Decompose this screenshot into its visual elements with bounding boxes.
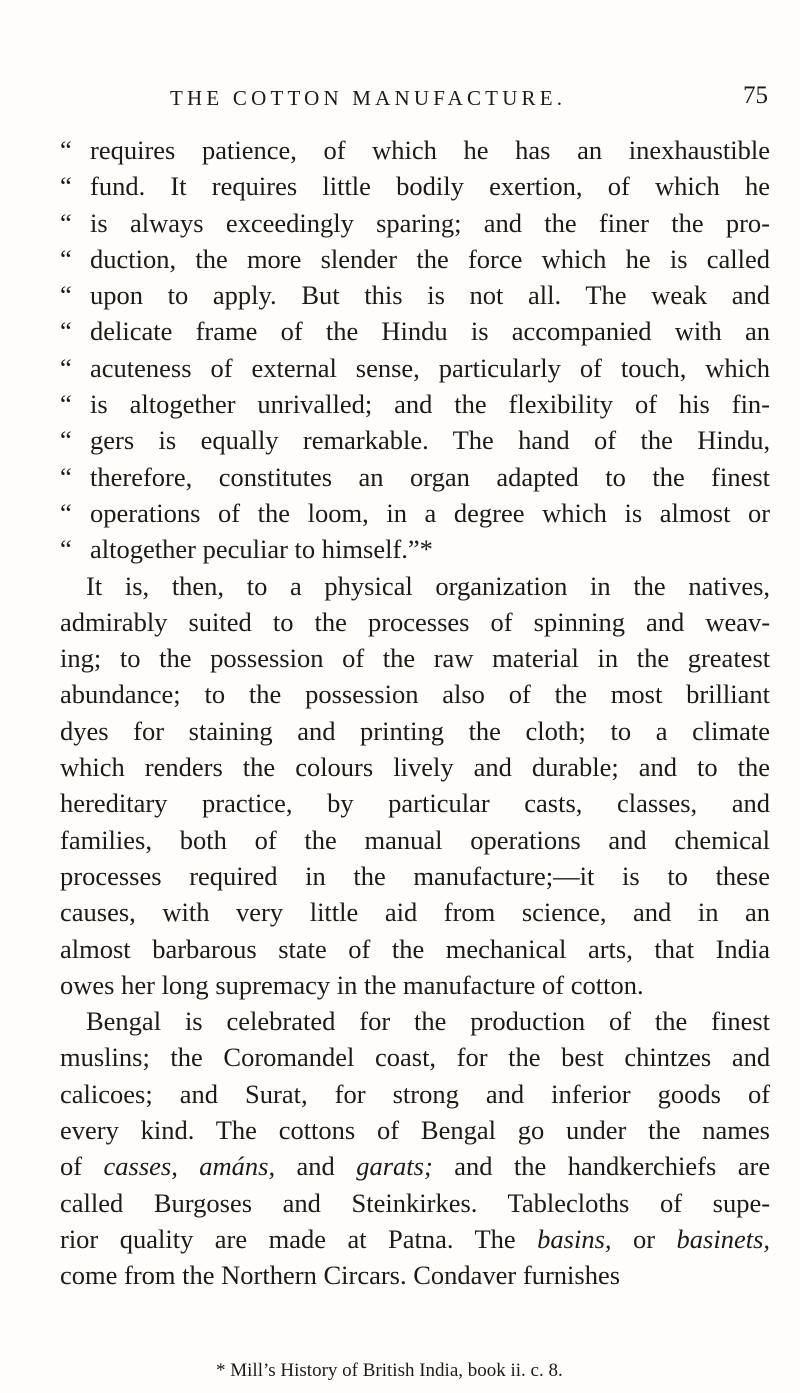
text-line: It is, then, to a physical organization in the natives, <box>86 570 771 601</box>
running-title: THE COTTON MANUFACTURE. <box>170 86 567 110</box>
text-line: of casses, amáns, and garats; and the handkerchiefs are <box>60 1151 771 1182</box>
text-line: calicoes; and Surat, for strong and inferior goods of <box>60 1078 771 1109</box>
text-line: “ gers is equally remarkable. The hand of the Hindu, <box>60 425 771 456</box>
text-line: “ operations of the loom, in a degree which is almost or <box>60 497 771 528</box>
footnote: * Mill’s History of British India, book ii. c. 8. <box>216 1360 563 1381</box>
text-line: called Burgoses and Steinkirkes. Tablecloths of supe- <box>60 1187 771 1218</box>
text-line: “ delicate frame of the Hindu is accompanied with an <box>60 316 771 347</box>
text-line: rior quality are made at Patna. The basins, or basinets, <box>60 1223 771 1254</box>
text-line: families, both of the manual operations and chemical <box>60 824 771 855</box>
text-line: abundance; to the possession also of the most brilliant <box>60 679 771 710</box>
text-line: owes her long supremacy in the manufacture of cotton. <box>60 969 644 1000</box>
text-line: “ fund. It requires little bodily exertion, of which he <box>60 171 770 202</box>
text-line: hereditary practice, by particular casts, classes, and <box>60 788 771 819</box>
text-line: causes, with very little aid from science, and in an <box>60 897 771 928</box>
quoted-paragraph <box>60 132 770 568</box>
page-header <box>170 82 768 126</box>
text-line: “ is altogether unrivalled; and the flexibility of his fin- <box>60 389 771 420</box>
text-line: “ is always exceedingly sparing; and the finer the pro- <box>60 207 771 238</box>
text-line: “ acuteness of external sense, particularly of touch, which <box>60 352 771 383</box>
text-line: muslins; the Coromandel coast, for the best chintzes and <box>60 1042 771 1073</box>
text-line: every kind. The cottons of Bengal go under the names <box>60 1115 770 1146</box>
text-line: which renders the colours lively and durable; and to the <box>60 752 771 783</box>
text-line: “ upon to apply. But this is not all. The weak and <box>60 280 771 311</box>
text-line: come from the Northern Circars. Condaver furnishes <box>60 1260 621 1291</box>
text-line: “ altogether peculiar to himself.”* <box>60 534 433 565</box>
paragraph <box>60 1003 770 1293</box>
text-line: almost barbarous state of the mechanical arts, that India <box>60 933 771 964</box>
page-number: 75 <box>743 82 768 109</box>
text-line: admirably suited to the processes of spinning and weav- <box>60 606 771 637</box>
text-line: “ therefore, constitutes an organ adapted to the finest <box>60 461 771 492</box>
text-line: Bengal is celebrated for the production of the finest <box>86 1006 771 1037</box>
text-line: ing; to the possession of the raw material in the greatest <box>60 643 771 674</box>
text-line: “ duction, the more slender the force which he is called <box>60 243 770 274</box>
text-line: processes required in the manufacture;—it is to these <box>60 860 771 891</box>
paragraph <box>60 568 770 1004</box>
body-text <box>60 132 770 1294</box>
text-line: dyes for staining and printing the cloth; to a climate <box>60 715 771 746</box>
text-line: “ requires patience, of which he has an inexhaustible <box>60 135 771 165</box>
